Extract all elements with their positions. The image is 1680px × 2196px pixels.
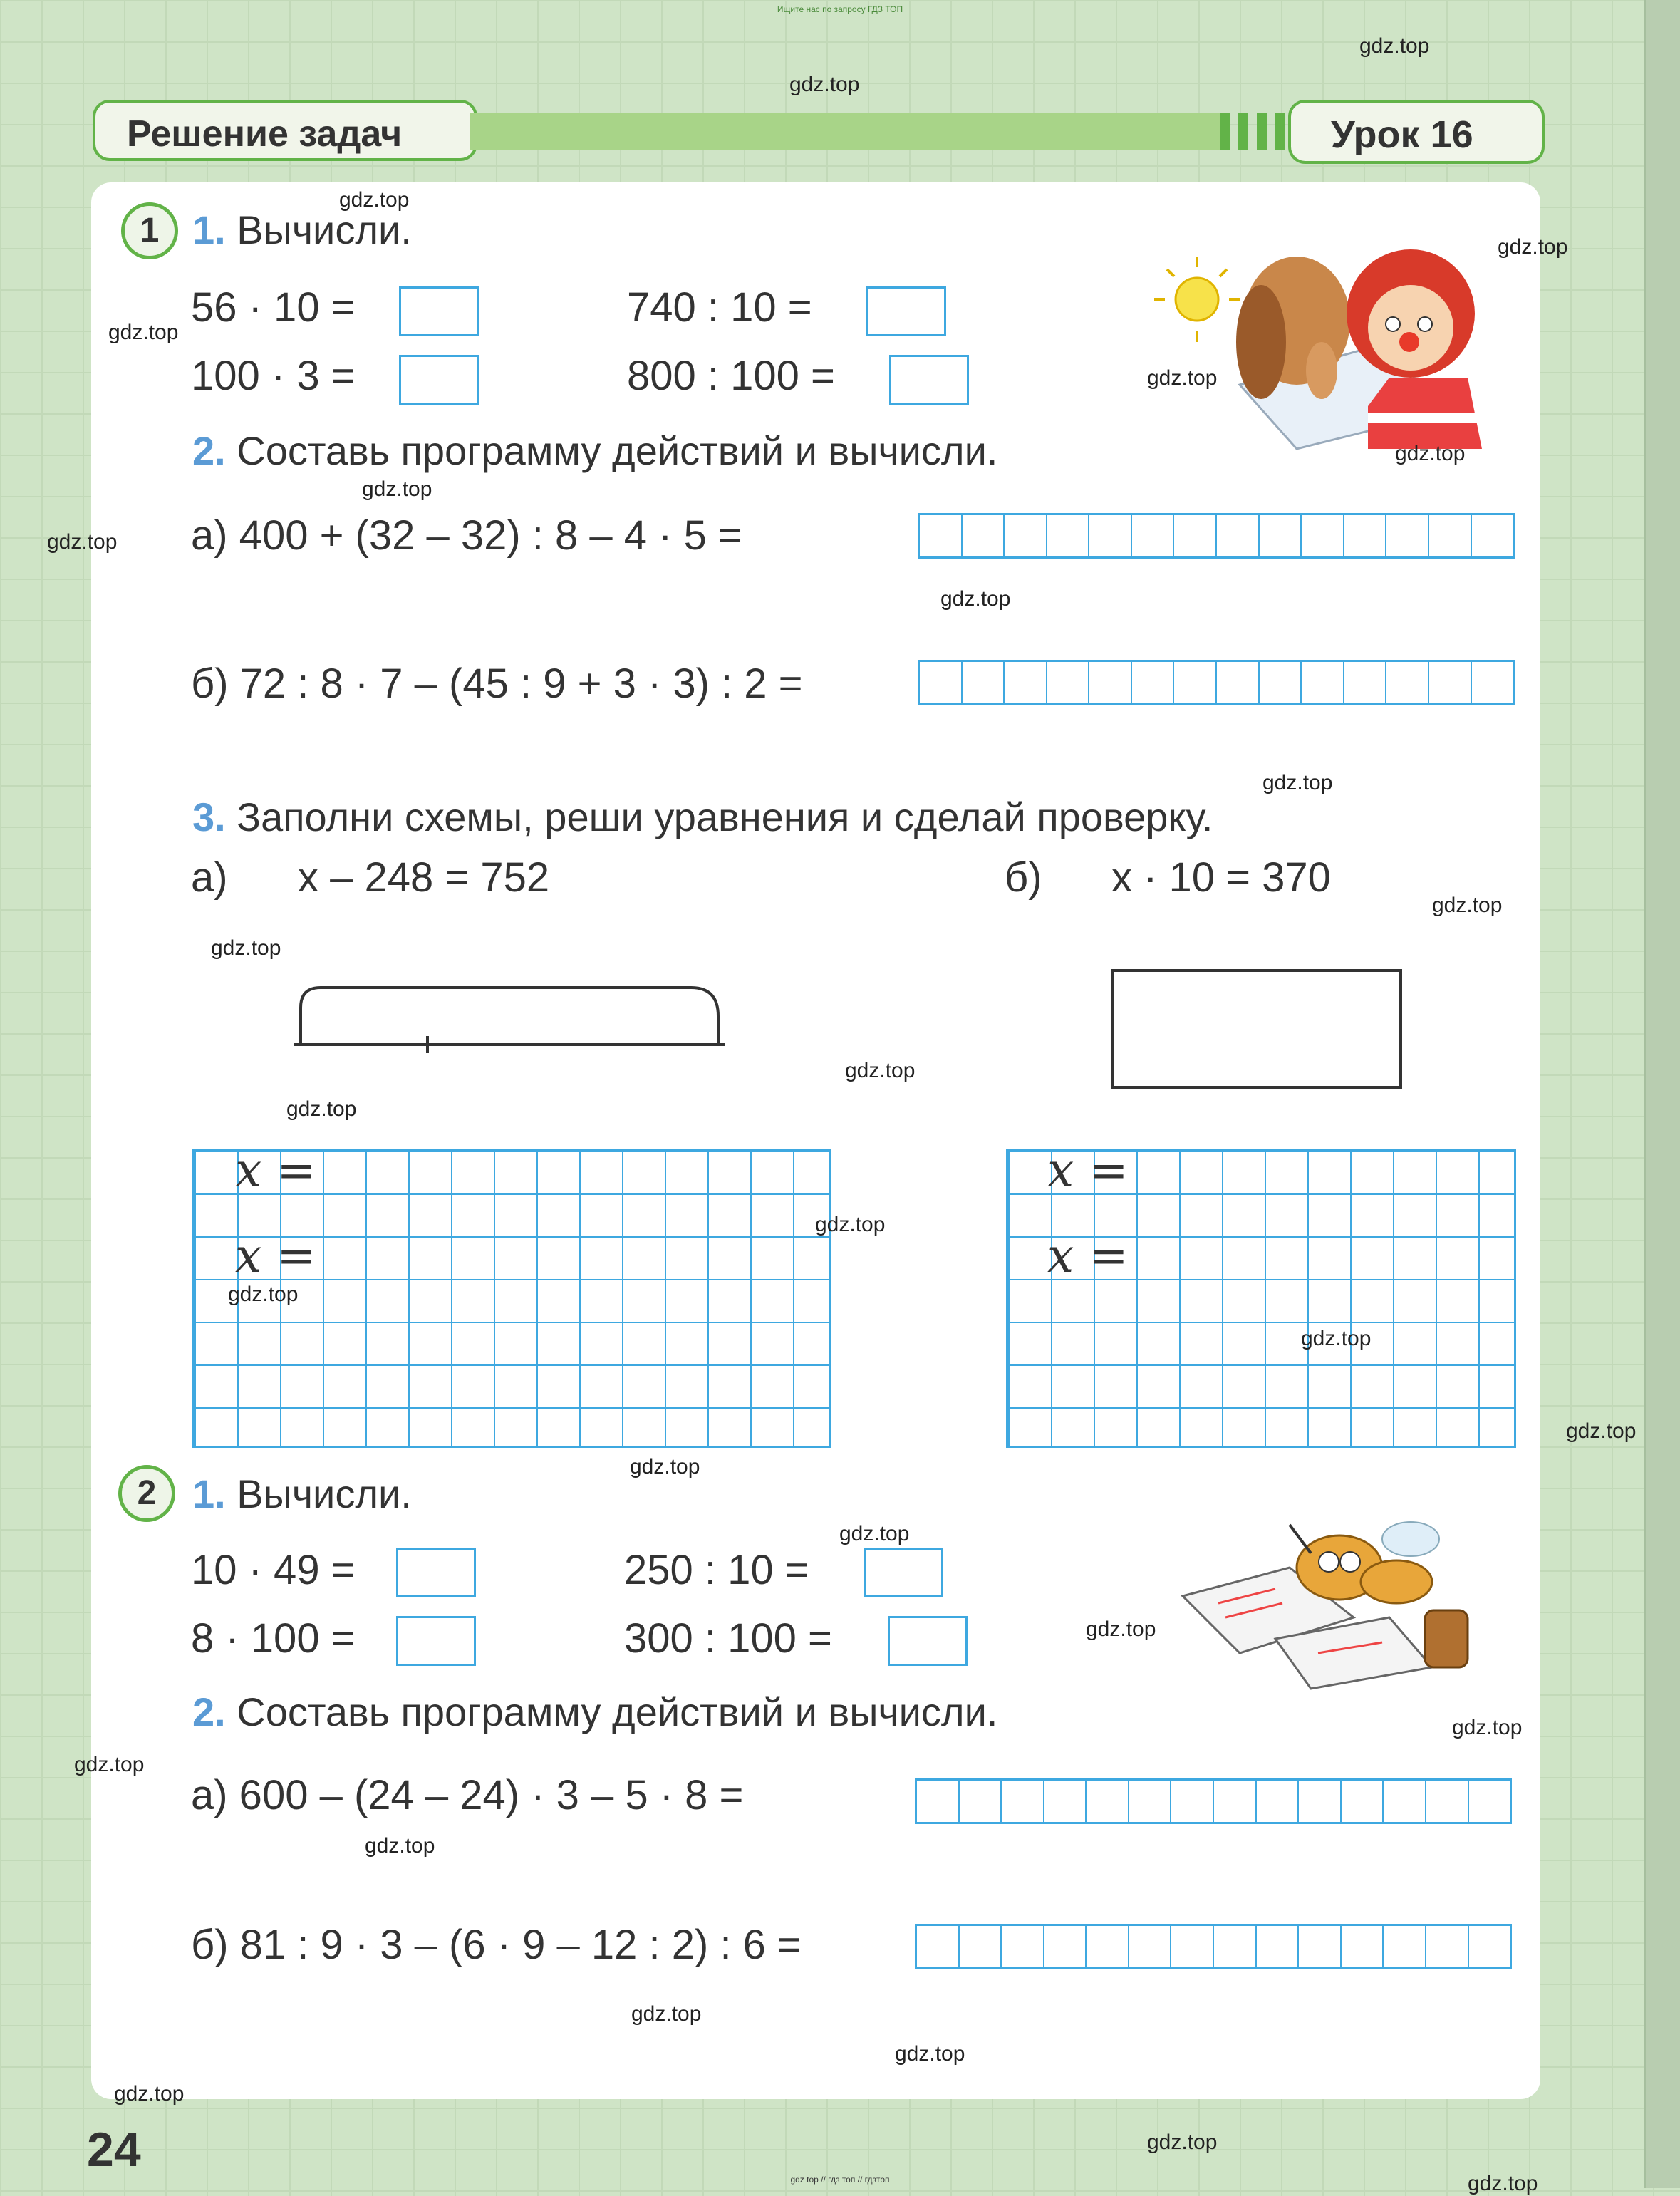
task-title: Составь программу действий и вычисли. <box>237 1689 998 1734</box>
task-title: Вычисли. <box>237 1471 412 1516</box>
variant-1-badge: 1 <box>121 202 178 259</box>
lesson-title: Урок 16 <box>1288 100 1545 164</box>
task-number: 1. <box>192 207 226 252</box>
top-note: Ищите нас по запросу ГДЗ ТОП <box>777 4 903 14</box>
segment-scheme <box>292 979 727 1057</box>
answer-cells[interactable] <box>915 1924 1512 1969</box>
watermark: gdz.top <box>895 2042 965 2066</box>
clown-dog-illustration <box>1154 235 1496 456</box>
watermark: gdz.top <box>1468 2172 1538 2195</box>
expression: а) 400 + (32 – 32) : 8 – 4 · 5 = <box>191 512 742 559</box>
answer-box[interactable] <box>396 1616 476 1666</box>
watermark: gdz.top <box>1359 34 1430 58</box>
expression: 10 · 49 = <box>191 1547 356 1593</box>
answer-cells[interactable] <box>918 513 1515 559</box>
watermark: gdz.top <box>839 1522 910 1545</box>
answer-box[interactable] <box>889 355 969 405</box>
watermark: gdz.top <box>789 73 860 96</box>
task-number: 2. <box>192 428 226 473</box>
subtask-label: а) <box>191 854 228 901</box>
equation: x · 10 = 370 <box>1111 854 1331 901</box>
expression: 800 : 100 = <box>627 353 835 399</box>
watermark: gdz.top <box>1452 1716 1523 1739</box>
page-number: 24 <box>87 2123 141 2177</box>
answer-box[interactable] <box>399 286 479 336</box>
watermark: gdz.top <box>1301 1327 1372 1350</box>
watermark: gdz.top <box>108 321 179 344</box>
task-number: 3. <box>192 794 226 839</box>
answer-box[interactable] <box>866 286 946 336</box>
x-answer-line: x = <box>235 1143 316 1198</box>
expression: 100 · 3 = <box>191 353 356 399</box>
rectangle-scheme <box>1111 969 1402 1089</box>
answer-box[interactable] <box>888 1616 968 1666</box>
variant-2-badge: 2 <box>118 1465 175 1522</box>
expression: 300 : 100 = <box>624 1615 832 1662</box>
expression: 740 : 10 = <box>627 284 812 331</box>
watermark: gdz.top <box>630 1455 700 1478</box>
watermark: gdz.top <box>1262 771 1333 794</box>
watermark: gdz.top <box>339 188 410 212</box>
x-check-line: x = <box>1047 1228 1129 1283</box>
watermark: gdz.top <box>1566 1419 1637 1443</box>
bottom-note: gdz top // гдз топ // гдзтоп <box>790 2175 890 2185</box>
watermark: gdz.top <box>362 477 432 501</box>
header-stripe <box>1220 113 1230 150</box>
x-check-line: x = <box>235 1228 316 1283</box>
bee-books-illustration <box>1176 1511 1475 1696</box>
answer-cells[interactable] <box>915 1778 1512 1824</box>
watermark: gdz.top <box>1147 366 1218 390</box>
watermark: gdz.top <box>286 1097 357 1121</box>
watermark: gdz.top <box>114 2082 185 2106</box>
task-number: 1. <box>192 1471 226 1516</box>
topic-title: Решение задач <box>93 100 477 161</box>
answer-box[interactable] <box>396 1548 476 1597</box>
watermark: gdz.top <box>1498 235 1568 259</box>
watermark: gdz.top <box>1432 894 1503 917</box>
x-answer-line: x = <box>1047 1143 1129 1198</box>
answer-box[interactable] <box>399 355 479 405</box>
task-title: Вычисли. <box>237 207 412 252</box>
task-title: Заполни схемы, реши уравнения и сделай проверку. <box>237 794 1213 839</box>
answer-box[interactable] <box>864 1548 943 1597</box>
task-title: Составь программу действий и вычисли. <box>237 428 998 473</box>
watermark: gdz.top <box>940 587 1011 611</box>
watermark: gdz.top <box>211 936 281 960</box>
watermark: gdz.top <box>47 530 118 554</box>
equation: x – 248 = 752 <box>298 854 550 901</box>
header-stripe <box>1238 113 1248 150</box>
watermark: gdz.top <box>365 1834 435 1858</box>
expression: б) 81 : 9 · 3 – (6 · 9 – 12 : 2) : 6 = <box>191 1922 802 1968</box>
watermark: gdz.top <box>1147 2130 1218 2154</box>
expression: 250 : 10 = <box>624 1547 809 1593</box>
task-number: 2. <box>192 1689 226 1734</box>
expression: б) 72 : 8 · 7 – (45 : 9 + 3 · 3) : 2 = <box>191 661 803 707</box>
expression: 56 · 10 = <box>191 284 356 331</box>
watermark: gdz.top <box>815 1213 886 1236</box>
header-band <box>470 113 1225 150</box>
expression: а) 600 – (24 – 24) · 3 – 5 · 8 = <box>191 1772 744 1818</box>
watermark: gdz.top <box>74 1753 145 1776</box>
watermark: gdz.top <box>845 1059 916 1082</box>
header-stripe <box>1275 113 1285 150</box>
watermark: gdz.top <box>228 1283 299 1306</box>
watermark: gdz.top <box>1395 442 1466 465</box>
answer-cells[interactable] <box>918 660 1515 705</box>
expression: 8 · 100 = <box>191 1615 356 1662</box>
watermark: gdz.top <box>1086 1617 1156 1641</box>
subtask-label: б) <box>1005 854 1042 901</box>
page-edge <box>1644 0 1680 2188</box>
header-stripe <box>1257 113 1267 150</box>
watermark: gdz.top <box>631 2002 702 2026</box>
